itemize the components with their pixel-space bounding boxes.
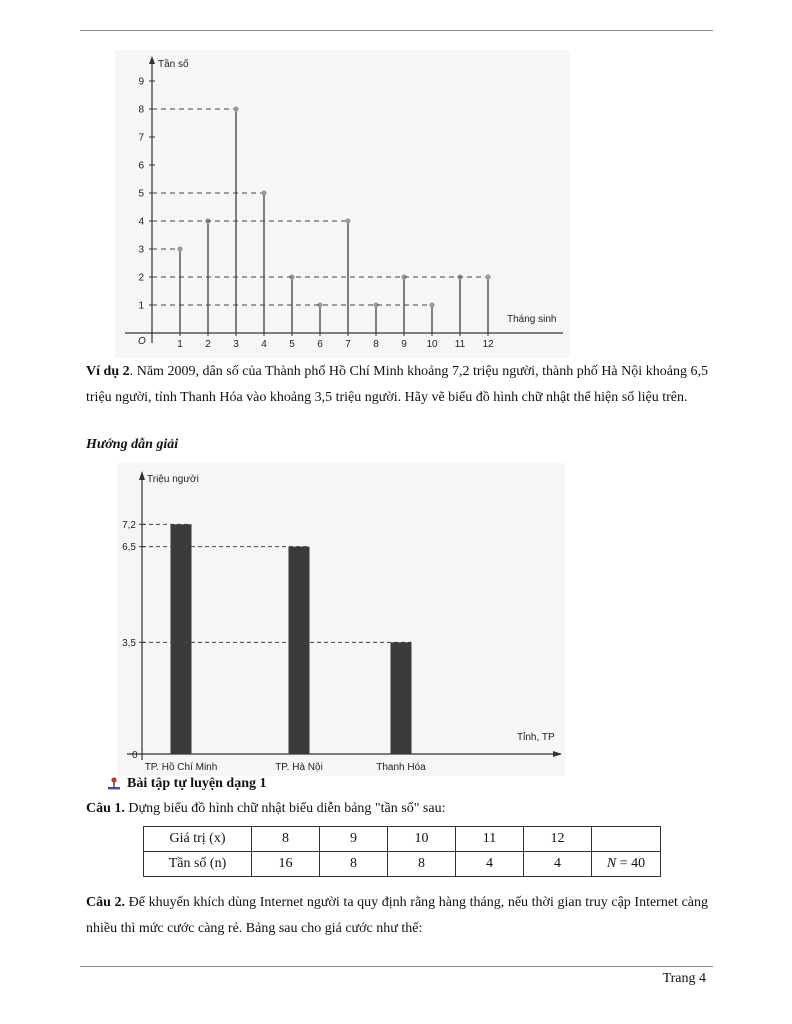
table-row bbox=[144, 827, 661, 852]
table-row bbox=[144, 852, 661, 877]
question-2-label: Câu 2. bbox=[86, 895, 126, 910]
y-tick-label: 2 bbox=[138, 272, 144, 284]
y-tick-label: 7,2 bbox=[122, 519, 136, 531]
y-tick-label: 9 bbox=[138, 76, 144, 88]
bar bbox=[289, 547, 310, 754]
y-tick-label: 6,5 bbox=[122, 542, 136, 554]
x-tick-label: 2 bbox=[205, 339, 211, 350]
header-rule bbox=[80, 30, 713, 31]
x-tick-label: 3 bbox=[233, 339, 239, 350]
table-cell: 10 bbox=[388, 827, 456, 852]
pin-icon bbox=[108, 777, 120, 791]
x-tick-label: 7 bbox=[345, 339, 351, 350]
table-total-cell bbox=[592, 852, 661, 877]
question-1-label: Câu 1. bbox=[86, 801, 125, 816]
y-tick-label: 5 bbox=[138, 188, 144, 200]
y-axis-label: Tần số bbox=[158, 59, 189, 70]
table-cell: 4 bbox=[524, 852, 592, 877]
x-tick-label: 11 bbox=[454, 339, 466, 350]
bar bbox=[171, 524, 192, 754]
y-axis-arrow bbox=[139, 471, 145, 480]
table-cell: 16 bbox=[252, 852, 320, 877]
frequency-table bbox=[143, 826, 661, 877]
table-cell: 4 bbox=[456, 852, 524, 877]
stem-point bbox=[233, 106, 238, 111]
exercise-section-title bbox=[108, 776, 267, 792]
y-axis-label: Triệu người bbox=[147, 474, 199, 485]
population-bar-chart bbox=[117, 463, 565, 776]
x-tick-label: 4 bbox=[261, 339, 267, 350]
frequency-stem-chart bbox=[115, 50, 570, 358]
y-tick-label: 3,5 bbox=[122, 637, 136, 649]
page-number: Trang 4 bbox=[662, 971, 706, 986]
table-cell: 8 bbox=[320, 852, 388, 877]
table-cell: 11 bbox=[456, 827, 524, 852]
solution-guide-label: Hướng dẫn giải bbox=[86, 437, 179, 452]
row-label-frequency: Tần số (n) bbox=[144, 852, 252, 877]
y-tick-label: 6 bbox=[138, 160, 144, 172]
x-tick-label: 5 bbox=[289, 339, 295, 350]
stem-chart-svg bbox=[115, 50, 570, 358]
y-tick-label: 1 bbox=[138, 300, 144, 312]
table-cell: 12 bbox=[524, 827, 592, 852]
question-1-text: Dựng biểu đồ hình chữ nhật biểu diễn bảng "tần số" sau: bbox=[124, 801, 446, 816]
example-2-title: Ví dụ 2 bbox=[86, 364, 130, 379]
stem-point bbox=[485, 274, 490, 279]
example-2-paragraph bbox=[86, 359, 708, 411]
footer-rule bbox=[80, 966, 713, 967]
x-tick-label: 1 bbox=[177, 339, 183, 350]
stem-point bbox=[345, 218, 350, 223]
origin-label: O bbox=[138, 336, 146, 347]
example-2-text: . Năm 2009, dân số của Thành phố Hồ Chí Minh khoảng 7,2 triệu người, thành phố Hà Nội khoảng 6,5 triệu người, tỉnh Thanh Hóa vào khoảng 3,5 triệu người. Hãy vẽ biểu đồ hình chữ nhật thể hiện số liệu trên. bbox=[86, 364, 708, 405]
table-cell: 8 bbox=[388, 852, 456, 877]
bar-chart-svg bbox=[117, 463, 565, 776]
x-axis-arrow bbox=[553, 751, 562, 757]
table-cell: 9 bbox=[320, 827, 388, 852]
question-2-text: Để khuyến khích dùng Internet người ta quy định rằng hàng tháng, nếu thời gian truy cập Internet càng nhiều thì mức cước càng rẻ. Bảng sau cho giá cước như thế: bbox=[86, 895, 708, 936]
table-cell-empty bbox=[592, 827, 661, 852]
origin-label: 0 bbox=[132, 750, 138, 761]
row-label-value: Giá trị (x) bbox=[144, 827, 252, 852]
exercise-section-label: Bài tập tự luyện dạng 1 bbox=[127, 776, 267, 791]
x-tick-label: Thanh Hóa bbox=[376, 762, 426, 773]
stem-point bbox=[261, 190, 266, 195]
x-axis-label: Tỉnh, TP bbox=[517, 732, 555, 743]
x-tick-label: TP. Hồ Chí Minh bbox=[144, 762, 218, 773]
x-tick-label: 8 bbox=[373, 339, 379, 350]
x-tick-label: 9 bbox=[401, 339, 407, 350]
total-variable: N bbox=[606, 856, 617, 871]
y-axis-arrow bbox=[149, 56, 155, 64]
question-2 bbox=[86, 890, 708, 942]
question-1 bbox=[86, 801, 445, 817]
bar bbox=[391, 642, 412, 754]
y-tick-label: 8 bbox=[138, 104, 144, 116]
x-axis-label: Tháng sinh bbox=[507, 314, 557, 325]
x-tick-label: 10 bbox=[426, 339, 438, 350]
x-tick-label: TP. Hà Nội bbox=[275, 762, 323, 773]
x-tick-label: 12 bbox=[482, 339, 494, 350]
table-cell: 8 bbox=[252, 827, 320, 852]
total-value: = 40 bbox=[616, 856, 646, 871]
y-tick-label: 3 bbox=[138, 244, 144, 256]
y-tick-label: 4 bbox=[138, 216, 144, 228]
y-tick-label: 7 bbox=[138, 132, 144, 144]
stem-point bbox=[429, 302, 434, 307]
stem-point bbox=[177, 246, 182, 251]
x-tick-label: 6 bbox=[317, 339, 323, 350]
